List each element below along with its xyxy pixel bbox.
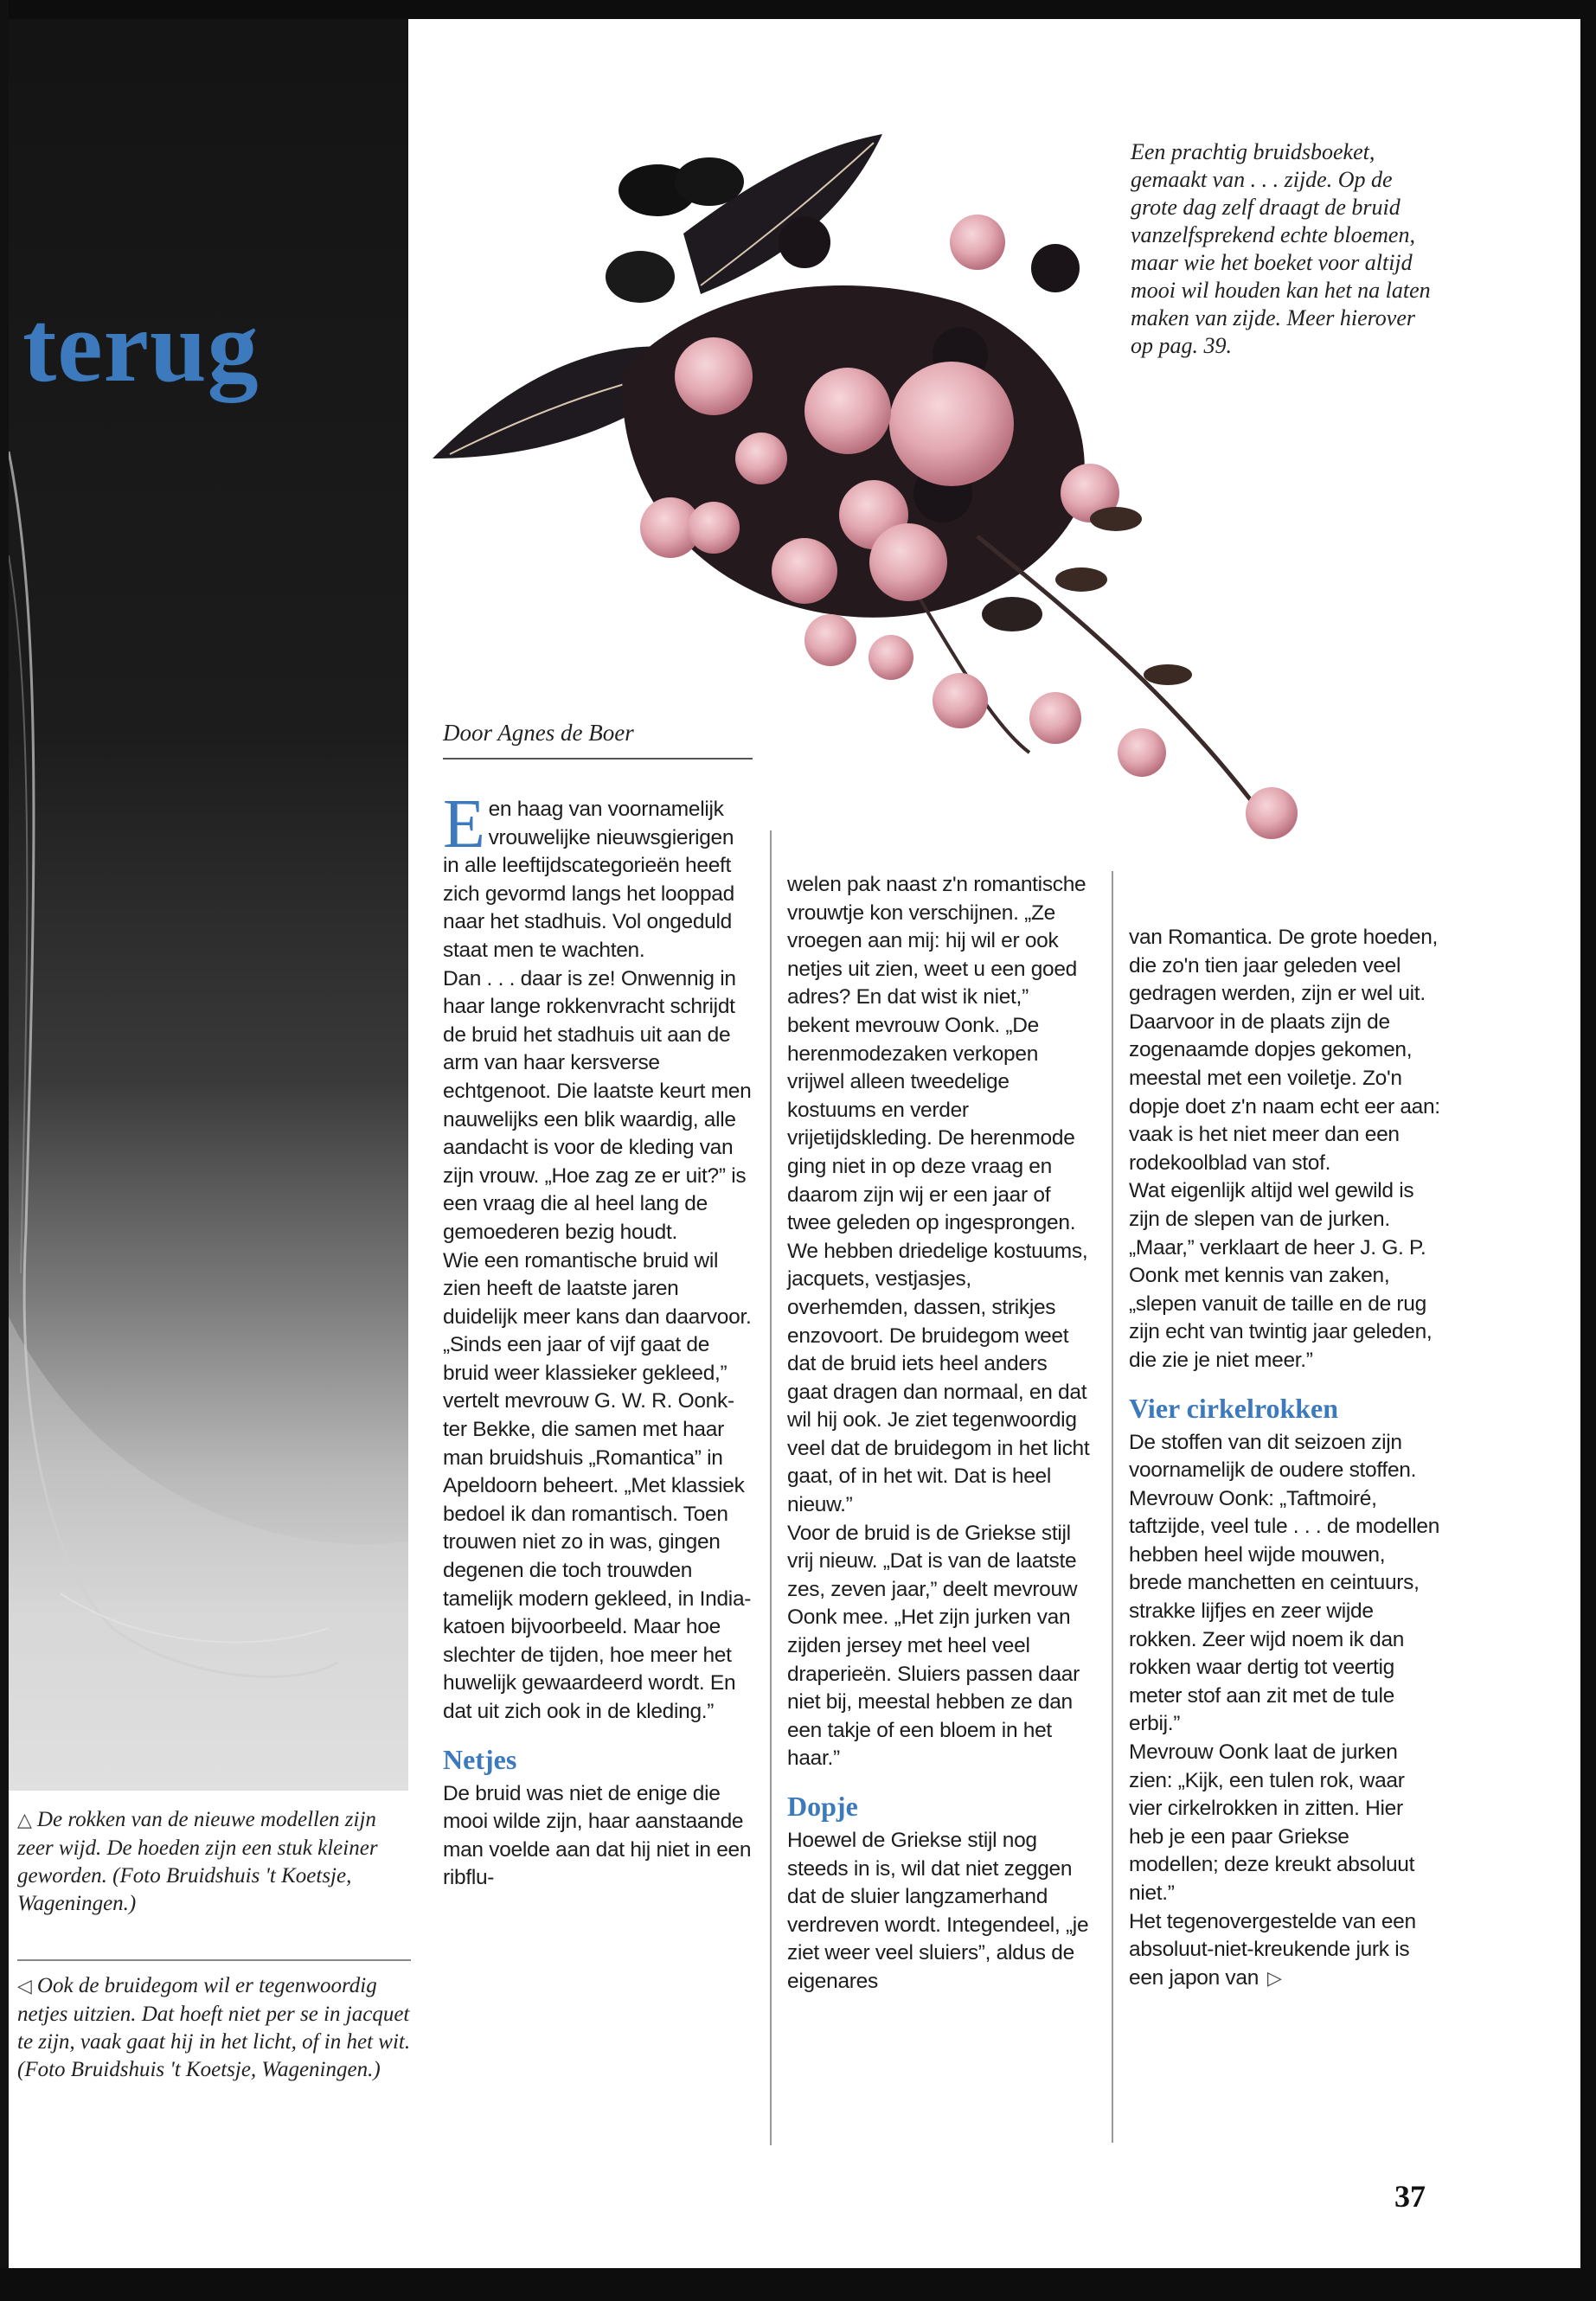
page-border-bottom xyxy=(0,2268,1596,2301)
subhead-vier-cirkelrokken: Vier cirkelrokken xyxy=(1129,1392,1339,1424)
article-column-3 xyxy=(1129,924,1440,1993)
drop-cap: E xyxy=(443,786,485,862)
paragraph: welen pak naast z'n romantische vrouwtje kon verschijnen. „Ze vroegen aan mij: hij wil er ook netjes uit zien, weet u een goed adres? En dat wist ik niet,” bekent mevrouw Oonk. „De herenmodezaken verkopen vrijwel alleen tweedelige kostuums en verder vrijetijdskleding. De herenmode ging niet in op deze vraag en daarom zijn wij er een jaar of twee geleden op ingesprongen. We hebben driedelige kostuums, jacquets, vestjasjes, overhemden, dassen, strikjes enzovoort. De bruidegom weet dat de bruid iets heel anders gaat dragen dan normaal, en dat wil hij ook. Je ziet tegenwoordig veel dat de bruidegom in het licht gaat, of in het wit. Dat is heel nieuw.” xyxy=(787,873,1090,1517)
paragraph: en haag van voornamelijk vrouwelijke nieuwsgierigen in alle leeftijdscategorieën heeft zich gevormd langs het looppad naar het stadhuis. Vol ongeduld staat men te wachten. xyxy=(443,798,734,962)
paragraph: De bruid was niet de enige die mooi wilde zijn, haar aanstaande man voelde aan dat hij niet in een ribflu- xyxy=(443,1781,752,1890)
paragraph: van Romantica. De grote hoeden, die zo'n tien jaar geleden veel gedragen werden, zijn er wel uit. Daarvoor in de plaats zijn de zogenaamde dopjes gekomen, meestal met een voiletje. Zo'n dopje doet z'n naam echt eer aan: vaak is het niet meer dan een rodekoolblad van stof. xyxy=(1129,926,1440,1175)
bouquet-caption: Een prachtig bruidsboeket, gemaakt van . . . zijde. Op de grote dag zelf draagt de bruid vanzelfsprekend echte bloemen, maar wie het boeket voor altijd mooi wil houden kan het na laten maken van zijde. Meer hierover op pag. 39. xyxy=(1131,139,1431,358)
page-border-right xyxy=(1580,0,1596,2301)
paragraph: Hoewel de Griekse stijl nog steeds in is, wil dat niet zeggen dat de sluier langzamerhand verdreven wordt. Integendeel, „je ziet weer veel sluiers”, aldus de eigenares xyxy=(787,1829,1089,1993)
paragraph: Wie een romantische bruid wil zien heeft de laatste jaren duidelijk meer kans dan daarvoor. „Sinds een jaar of vijf gaat de bruid weer klassieker gekleed,” vertelt mevrouw G. W. R. Oonk-ter Bekke, die samen met haar man bruidshuis „Romantica” in Apeldoorn beheert. „Met klassiek bedoel ik dan romantisch. Toen trouwen niet zo in was, gingen degenen die toch trouwden tamelijk modern gekleed, in India-katoen bijvoorbeeld. Maar hoe slechter de tijden, hoe meer het huwelijk gewaardeerd wordt. En dat uit zich ook in de kleding.” xyxy=(443,1248,752,1723)
page-number: 37 xyxy=(1394,2179,1426,2214)
caption-rule xyxy=(17,1959,411,1961)
column-rule xyxy=(770,830,772,2145)
byline-rule xyxy=(443,758,753,760)
byline: Door Agnes de Boer xyxy=(443,720,634,746)
paragraph: Mevrouw Oonk laat de jurken zien: „Kijk, een tulen rok, waar vier cirkelrokken in zitten. Hier heb je een paar Griekse modellen; deze kreukt absoluut niet.” xyxy=(1129,1740,1415,1905)
triangle-up-icon: △ xyxy=(17,1810,32,1831)
caption-text: De rokken van de nieuwe modellen zijn zeer wijd. De hoeden zijn een stuk kleiner geworden. (Foto Bruidshuis 't Koetsje, Wageningen.) xyxy=(17,1808,378,1915)
subhead-dopje: Dopje xyxy=(787,1791,858,1822)
triangle-left-icon: ◁ xyxy=(17,1976,32,1997)
paragraph-text: Het tegenovergestelde van een absoluut-niet-kreukende jurk is een japon van xyxy=(1129,1909,1416,1990)
photo-caption-2 xyxy=(17,1972,417,2084)
bridal-gown-photo xyxy=(9,19,408,1791)
subhead-netjes: Netjes xyxy=(443,1743,517,1775)
column-rule xyxy=(1112,871,1113,2143)
article-column-1 xyxy=(443,786,753,1893)
paragraph: De stoffen van dit seizoen zijn voornamelijk de oudere stoffen. Mevrouw Oonk: „Taftmoiré, taftzijde, veel tule . . . de modellen hebben heel wijde mouwen, brede manchetten en ceintuurs, strakke lijfjes en zeer wijde rokken. Zeer wijd noem ik dan rokken waar dertig tot veertig meter stof aan zit met de tule erbij.” xyxy=(1129,1430,1440,1736)
paragraph: Wat eigenlijk altijd wel gewild is zijn de slepen van de jurken. „Maar,” verklaart de heer J. G. P. Oonk met kennis van zaken, „slepen vanuit de taille en de rug zijn echt van twintig jaar geleden, die zie je niet meer.” xyxy=(1129,1179,1433,1372)
paragraph: Voor de bruid is de Griekse stijl vrij nieuw. „Dat is van de laatste zes, zeven jaar,” deelt mevrouw Oonk mee. „Het zijn jurken van zijden jersey met heel veel draperieën. Sluiers passen daar niet bij, meestal hebben ze dan een takje of een bloem in het haar.” xyxy=(787,1521,1080,1771)
article-column-2 xyxy=(787,871,1092,1997)
headline: terug xyxy=(22,290,260,403)
page-border-top xyxy=(0,0,1596,19)
caption-text: Ook de bruidegom wil er tegenwoordig netjes uitzien. Dat hoeft niet per se in jacquet te zijn, vaak gaat hij in het licht, of in het wit. (Foto Bruidshuis 't Koetsje, Wageningen.) xyxy=(17,1974,411,2081)
paragraph xyxy=(1129,1908,1440,1994)
photo-caption-1 xyxy=(17,1806,417,1918)
page-border-left xyxy=(0,0,9,2301)
continue-arrow-icon: ▷ xyxy=(1267,1967,1282,1990)
paragraph: Dan . . . daar is ze! Onwennig in haar lange rokkenvracht schrijdt de bruid het stadhuis uit aan de arm van haar kersverse echtgenoot. Die laatste keurt men nauwelijks een blik waardig, alle aandacht is voor de kleding van zijn vrouw. „Hoe zag ze er uit?” is een vraag die al heel lang de gemoederen bezig houdt. xyxy=(443,966,752,1244)
